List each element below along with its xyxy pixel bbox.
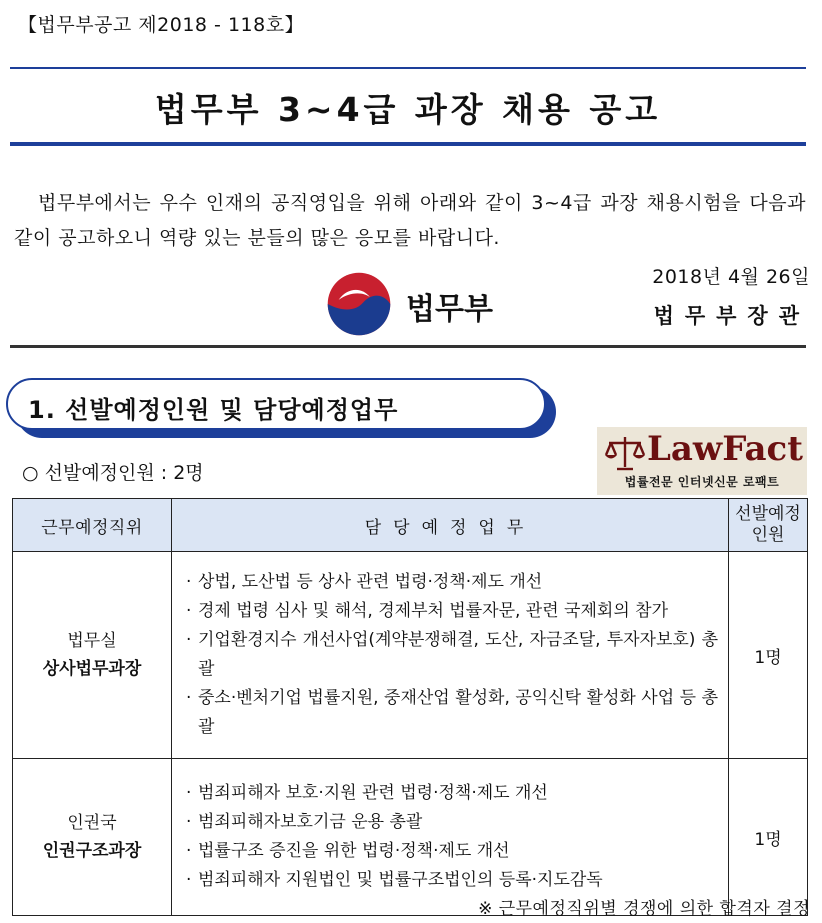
section-title: 1. 선발예정인원 및 담당예정업무 bbox=[28, 396, 399, 424]
duties-cell bbox=[172, 552, 729, 759]
duties-cell bbox=[172, 759, 729, 916]
duty-item: · 법률구조 증진을 위한 법령·정책·제도 개선 bbox=[186, 837, 718, 866]
count-cell: 1명 bbox=[729, 552, 808, 759]
position-cell bbox=[13, 759, 172, 916]
dept-name: 법무실 bbox=[67, 631, 117, 651]
page-title: 법무부 3~4급 과장 채용 공고 bbox=[154, 90, 662, 129]
scales-of-justice-icon bbox=[603, 433, 647, 473]
lawfact-name: LawFact bbox=[647, 429, 803, 469]
duty-item: · 중소·벤처기업 법률지원, 중재산업 활성화, 공익신탁 활성화 사업 등 총괄 bbox=[186, 684, 718, 742]
position-name: 상사법무과장 bbox=[42, 659, 142, 679]
notice-number: 【법무부공고 제2018 - 118호】 bbox=[18, 14, 305, 36]
section-divider bbox=[10, 345, 806, 348]
notice-date: 2018년 4월 26일 bbox=[652, 266, 810, 288]
table-row bbox=[13, 759, 808, 916]
position-name: 인권구조과장 bbox=[42, 841, 142, 861]
duty-item: · 범죄피해자 지원법인 및 법률구조법인의 등록·지도감독 bbox=[186, 866, 718, 895]
count-cell: 1명 bbox=[729, 759, 808, 916]
section-heading bbox=[6, 378, 560, 442]
duty-item: · 범죄피해자보호기금 운용 총괄 bbox=[186, 808, 718, 837]
intro-paragraph: 법무부에서는 우수 인재의 공직영입을 위해 아래와 같이 3~4급 과장 채용시험을 다음과 같이 공고하오니 역량 있는 분들의 많은 응모를 바랍니다. bbox=[14, 192, 806, 249]
duty-item: · 상법, 도산법 등 상사 관련 법령·정책·제도 개선 bbox=[186, 568, 718, 597]
duty-item: · 경제 법령 심사 및 해석, 경제부처 법률자문, 관련 국제회의 참가 bbox=[186, 597, 718, 626]
lawfact-subtitle: 법률전문 인터넷신문 로팩트 bbox=[624, 475, 780, 489]
header-rule-top bbox=[10, 67, 806, 69]
table-header-row bbox=[13, 499, 808, 552]
lawfact-watermark bbox=[597, 427, 807, 495]
section-heading-box bbox=[6, 378, 546, 430]
duty-item: · 범죄피해자 보호·지원 관련 법령·정책·제도 개선 bbox=[186, 779, 718, 808]
header-position: 근무예정직위 bbox=[13, 499, 172, 552]
table-row bbox=[13, 552, 808, 759]
government-emblem-icon bbox=[325, 270, 393, 338]
recruit-count: ○ 선발예정인원 : 2명 bbox=[22, 462, 204, 484]
header-duties: 담당예정업무 bbox=[172, 499, 729, 552]
org-logo-text: 법무부 bbox=[406, 292, 493, 327]
duty-item: · 기업환경지수 개선사업(계약분쟁해결, 도산, 자금조달, 투자자보호) 총괄 bbox=[186, 626, 718, 684]
header-count: 선발예정인원 bbox=[729, 499, 808, 552]
dept-name: 인권국 bbox=[67, 813, 117, 833]
header-rule-bottom bbox=[10, 142, 806, 146]
footnote: ※ 근무예정직위별 경쟁에 의한 합격자 결정 bbox=[478, 899, 810, 919]
duties-table bbox=[12, 498, 808, 916]
signatory: 법무부장관 bbox=[653, 304, 810, 328]
position-cell bbox=[13, 552, 172, 759]
